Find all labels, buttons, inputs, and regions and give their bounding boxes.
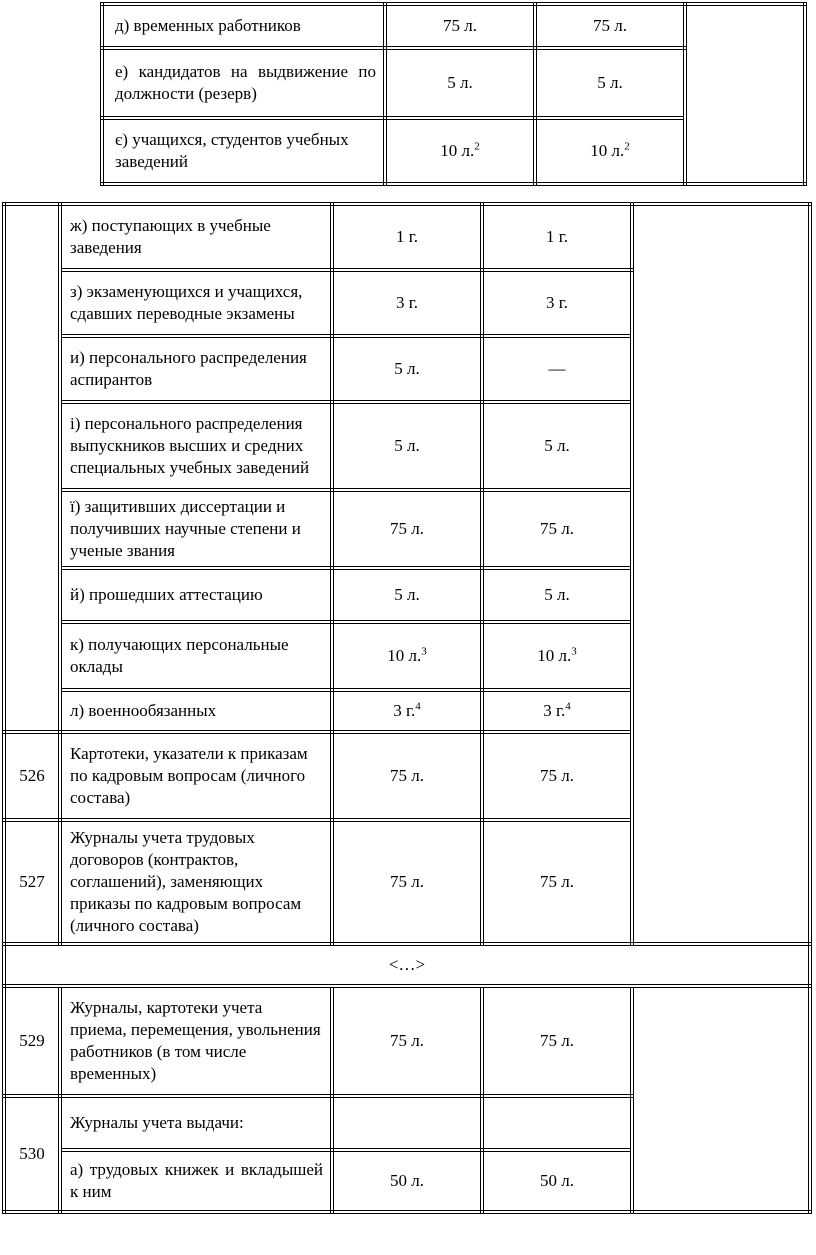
retention-value: 5 л.	[544, 436, 570, 455]
table-row-ellipsis	[4, 944, 810, 986]
retention-period-cell	[332, 690, 482, 732]
footnote-ref: 3	[421, 645, 427, 658]
article-number-cell	[4, 204, 60, 732]
article-number-cell: 529	[4, 986, 60, 1096]
entry-description-cell: к) получающих персональные оклады	[60, 622, 332, 690]
retention-value: 10 л.	[387, 646, 422, 665]
entry-description-cell: Картотеки, указатели к приказам по кадровым вопросам (личного состава)	[60, 732, 332, 820]
retention-period-cell	[332, 490, 482, 568]
retention-value: 3 г.	[543, 701, 566, 720]
retention-period-cell	[482, 690, 632, 732]
retention-period-cell	[482, 1150, 632, 1212]
retention-period-cell	[332, 820, 482, 944]
entry-description-cell: е) кандидатов на выдвижение по должности (резерв)	[102, 48, 385, 118]
retention-period-cell	[482, 732, 632, 820]
retention-period-cell	[482, 820, 632, 944]
footnote-ref: 4	[565, 700, 571, 713]
retention-period-cell	[482, 204, 632, 270]
retention-value: 5 л.	[544, 585, 570, 604]
footnote-ref: 2	[624, 140, 630, 153]
article-number-cell: 527	[4, 820, 60, 944]
retention-period-cell	[482, 986, 632, 1096]
retention-value: 75 л.	[390, 766, 424, 785]
entry-description-cell: й) прошедших аттестацию	[60, 568, 332, 622]
table-row	[4, 204, 810, 270]
retention-period-cell	[482, 622, 632, 690]
retention-period-cell	[535, 4, 685, 48]
entry-description-cell: Журналы учета трудовых договоров (контрактов, соглашений), заменяющих приказы по кадровым вопросам (личного состава)	[60, 820, 332, 944]
retention-value: 75 л.	[593, 16, 627, 35]
table-row	[4, 986, 810, 1096]
retention-period-cell	[385, 4, 535, 48]
retention-value: 5 л.	[394, 359, 420, 378]
retention-period-cell	[385, 48, 535, 118]
notes-cell	[632, 986, 810, 1212]
footnote-ref: 2	[474, 140, 480, 153]
personnel-records-table	[2, 202, 812, 1214]
entry-description-cell: Журналы, картотеки учета приема, перемещения, увольнения работников (в том числе временных)	[60, 986, 332, 1096]
retention-period-cell	[332, 336, 482, 402]
footnote-ref: 3	[571, 645, 577, 658]
retention-period-cell	[332, 402, 482, 490]
entry-description-cell: і) персонального распределения выпускников высших и средних специальных учебных заведений	[60, 402, 332, 490]
retention-period-cell	[332, 732, 482, 820]
retention-period-cell	[332, 1096, 482, 1150]
retention-value: 1 г.	[545, 227, 569, 246]
retention-value: 75 л.	[540, 872, 574, 891]
retention-value: 75 л.	[540, 766, 574, 785]
retention-value: 10 л.	[440, 141, 475, 160]
retention-value: 75 л.	[390, 519, 424, 538]
entry-description-cell: ї) защитивших диссертации и получивших научные степени и ученые звания	[60, 490, 332, 568]
entry-description-cell: а) трудовых книжек и вкладышей к ним	[60, 1150, 332, 1212]
retention-value: 5 л.	[597, 73, 623, 92]
retention-value: —	[548, 359, 566, 378]
retention-period-cell	[535, 118, 685, 184]
entry-description-cell: з) экзаменующихся и учащихся, сдавших переводные экзамены	[60, 270, 332, 336]
entry-description-cell: д) временных работников	[102, 4, 385, 48]
notes-cell	[685, 4, 805, 184]
entry-description-cell: и) персонального распределения аспирантов	[60, 336, 332, 402]
retention-value: 5 л.	[447, 73, 473, 92]
retention-period-cell	[482, 1096, 632, 1150]
retention-period-cell	[482, 270, 632, 336]
retention-period-cell	[482, 490, 632, 568]
entry-description-cell: Журналы учета выдачи:	[60, 1096, 332, 1150]
footnote-ref: 4	[415, 700, 421, 713]
retention-value: 5 л.	[394, 585, 420, 604]
retention-value: 3 г.	[395, 293, 419, 312]
retention-value: 10 л.	[537, 646, 572, 665]
retention-value: 75 л.	[540, 1031, 574, 1050]
notes-cell	[632, 204, 810, 944]
omitted-rows-marker: <…>	[4, 944, 810, 986]
retention-value: 50 л.	[390, 1171, 424, 1190]
retention-period-cell	[385, 118, 535, 184]
retention-value: 1 г.	[395, 227, 419, 246]
retention-period-cell	[482, 568, 632, 622]
entry-description-cell: є) учащихся, студентов учебных заведений	[102, 118, 385, 184]
retention-table-top-fragment	[100, 2, 807, 186]
retention-value: 75 л.	[390, 872, 424, 891]
retention-value: 75 л.	[540, 519, 574, 538]
retention-value: 10 л.	[590, 141, 625, 160]
retention-value: 75 л.	[390, 1031, 424, 1050]
retention-period-cell	[332, 986, 482, 1096]
entry-description-cell: л) военнообязанных	[60, 690, 332, 732]
retention-value: 5 л.	[394, 436, 420, 455]
retention-value: 3 г.	[545, 293, 569, 312]
retention-value: 50 л.	[540, 1171, 574, 1190]
retention-period-cell	[482, 402, 632, 490]
retention-period-cell	[332, 1150, 482, 1212]
article-number-cell: 526	[4, 732, 60, 820]
retention-value: 75 л.	[443, 16, 477, 35]
table-row	[102, 4, 805, 48]
entry-description-cell: ж) поступающих в учебные заведения	[60, 204, 332, 270]
article-number-cell: 530	[4, 1096, 60, 1212]
retention-period-cell	[535, 48, 685, 118]
retention-period-cell	[332, 568, 482, 622]
retention-period-cell	[482, 336, 632, 402]
retention-period-cell	[332, 622, 482, 690]
retention-value: 3 г.	[393, 701, 416, 720]
retention-period-cell	[332, 204, 482, 270]
retention-period-cell	[332, 270, 482, 336]
